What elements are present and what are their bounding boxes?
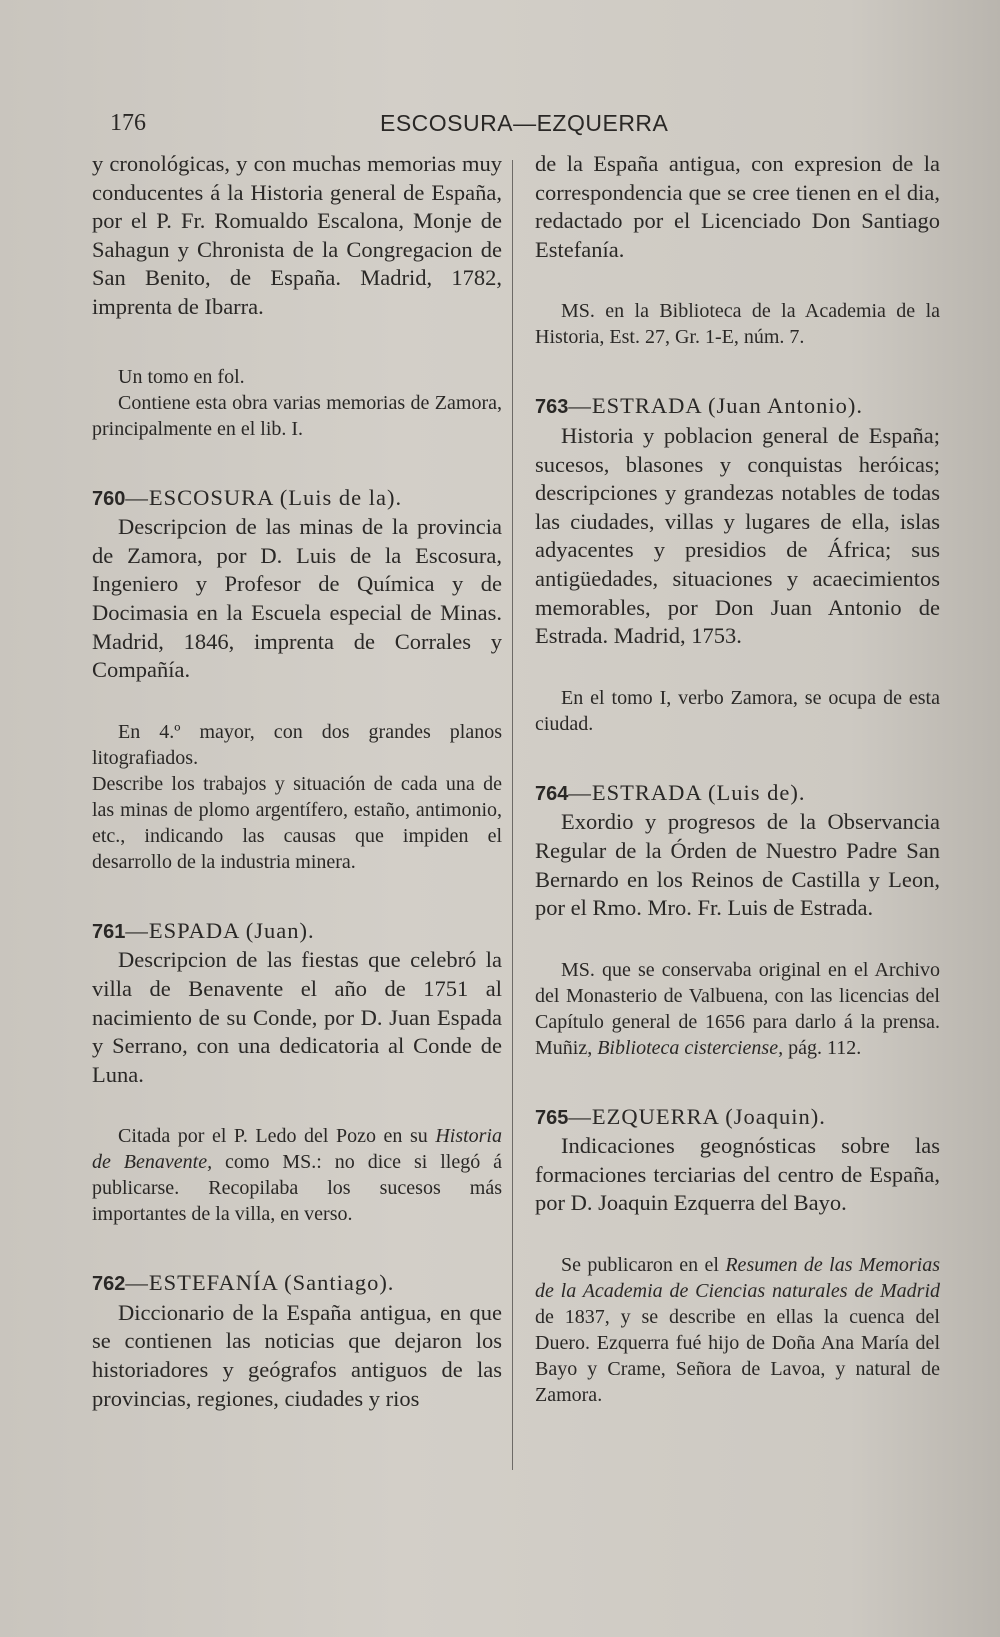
entry-author: —ESCOSURA (Luis de la). [125, 484, 403, 510]
entry-author: —ESTRADA (Luis de). [568, 779, 806, 805]
entry-765 [535, 1103, 940, 1408]
entry-note: Se publicaron en el Resumen de las Memorias de la Academia de Ciencias naturales de Madrid de 1837, y se describe en ellas la cuenca del Duero. Ezquerra fué hijo de Doña Ana María del Bayo y Crame, Señora de Lavoa, y natural de Zamora. [535, 1254, 940, 1407]
page-header [80, 110, 940, 150]
entry-note: MS. en la Biblioteca de la Academia de la Historia, Est. 27, Gr. 1-E, núm. 7. [535, 300, 940, 349]
entry-author: —EZQUERRA (Joaquin). [568, 1103, 826, 1129]
entry-body: Indicaciones geognósticas sobre las formaciones terciarias del centro de España, por D. Joaquin Ezquerra del Bayo. [535, 1133, 940, 1216]
entry-note: En 4.º mayor, con dos grandes planos litografiados. [92, 720, 502, 769]
entry-761 [92, 917, 502, 1228]
continuation-text: y cronológicas, y con muchas memorias muy conducentes á la Historia general de España, por el P. Fr. Romualdo Escalona, Monje de Sahagun y Chronista de la Congregacion de San Benito, de España. Madrid, 1782, imprenta de Ibarra. [92, 151, 502, 319]
entry-number: 762 [92, 1273, 126, 1296]
entry-author: —ESTRADA (Juan Antonio). [568, 393, 864, 419]
entry-number: 765 [535, 1106, 569, 1129]
entry-note: En el tomo I, verbo Zamora, se ocupa de esta ciudad. [535, 686, 940, 735]
column-divider [512, 160, 513, 1470]
entry-number: 761 [92, 920, 126, 943]
entry-number: 763 [535, 396, 569, 419]
left-column [92, 150, 502, 1413]
entry-heading [535, 779, 940, 809]
entry-heading [535, 392, 940, 422]
entry-body: Historia y poblacion general de España; sucesos, blasones y conquistas heróicas; descripciones y grandezas notables de todas las ciudades, villas y lugares de ella, islas adyacentes y presidios de África; sus antigüedades, situaciones y acaecimientos memorables, por Don Juan Antonio de Estrada. Madrid, 1753. [535, 422, 940, 649]
entry-762 [92, 1269, 502, 1413]
entry-note: MS. que se conservaba original en el Archivo del Monasterio de Valbuena, con las licencias del Capítulo general de 1656 para darlo á la prensa. Muñiz, Biblioteca cisterciense, pág. 112. [535, 958, 940, 1059]
entry-760 [92, 484, 502, 875]
entry-number: 760 [92, 487, 126, 510]
entry-note: Describe los trabajos y situación de cada una de las minas de plomo argentífero, estaño, antimonio, etc., indicando las causas que impiden el desarrollo de la industria minera. [92, 772, 502, 873]
entry-note: Contiene esta obra varias memorias de Zamora, principalmente en el lib. I. [92, 391, 502, 440]
entry-body: Diccionario de la España antigua, en que se contienen las noticias que dejaron los historiadores y geógrafos antiguos de las provincias, regiones, ciudades y rios [92, 1299, 502, 1411]
page-number: 176 [110, 110, 146, 136]
entry-note: Citada por el P. Ledo del Pozo en su Historia de Benavente, como MS.: no dice si llegó á publicarse. Recopilaba los sucesos más importantes de la villa, en verso. [92, 1125, 502, 1226]
continuation-text: de la España antigua, con expresion de la correspondencia que se cree tienen en el dia, redactado por el Licenciado Don Santiago Estefanía. [535, 151, 940, 262]
entry-body: Descripcion de las fiestas que celebró la villa de Benavente el año de 1751 al nacimiento de su Conde, por D. Juan Espada y Serrano, con una dedicatoria al Conde de Luna. [92, 947, 502, 1087]
entry-body: Descripcion de las minas de la provincia de Zamora, por D. Luis de la Escosura, Ingeniero y Profesor de Química y de Docimasia en la Escuela especial de Minas. Madrid, 1846, imprenta de Corrales y Compañía. [92, 514, 502, 683]
entry-heading [535, 1103, 940, 1133]
entry-764 [535, 779, 940, 1061]
entry-heading [92, 484, 502, 514]
entry-763 [535, 392, 940, 736]
right-column [535, 150, 940, 1408]
entry-note: Un tomo en fol. [118, 365, 245, 388]
running-head: ESCOSURA—EZQUERRA [380, 110, 669, 136]
entry-author: —ESPADA (Juan). [125, 917, 315, 943]
entry-heading [92, 1269, 502, 1299]
entry-body: Exordio y progresos de la Observancia Regular de la Órden de Nuestro Padre San Bernardo en los Reinos de Castilla y Leon, por el Rmo. Mro. Fr. Luis de Estrada. [535, 809, 940, 921]
entry-author: —ESTEFANÍA (Santiago). [125, 1270, 395, 1296]
entry-number: 764 [535, 782, 569, 805]
entry-heading [92, 917, 502, 947]
